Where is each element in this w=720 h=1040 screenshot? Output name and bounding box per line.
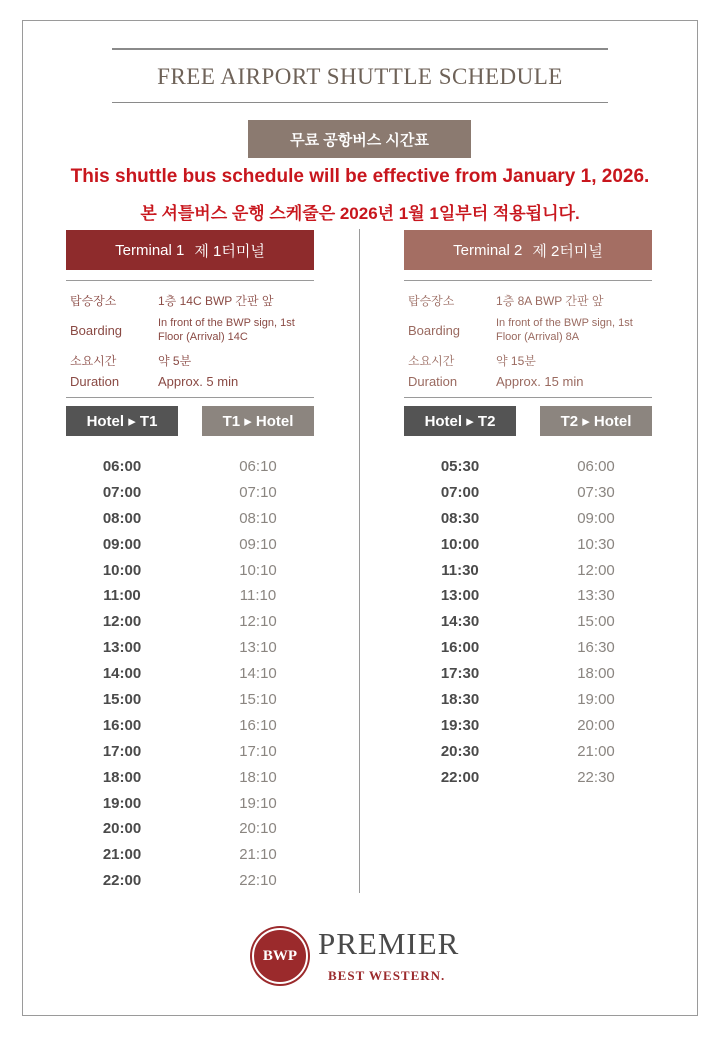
- departure-time: 07:30: [577, 483, 615, 501]
- info-row: [404, 311, 652, 349]
- direction-hotel-to-t1: Hotel ▸ T1: [66, 406, 178, 436]
- duration-value-kr: 약 15분: [496, 353, 536, 368]
- terminal-1-header-en: Terminal 1: [115, 241, 185, 259]
- duration-label-kr: 소요시간: [408, 353, 455, 368]
- boarding-label-kr: 탑승장소: [408, 293, 455, 308]
- departure-time: 05:30: [440, 458, 480, 475]
- times-t1-to-hotel: [202, 458, 314, 898]
- departure-time: 10:00: [102, 561, 142, 579]
- times-hotel-to-t1: [66, 458, 178, 898]
- boarding-value-en: In front of the BWP sign, 1st Floor (Arrival) 8A: [496, 317, 633, 343]
- departure-time: 19:00: [577, 691, 615, 709]
- info-row: [66, 349, 314, 371]
- info-row: [66, 311, 314, 349]
- departure-time: 19:30: [440, 716, 480, 734]
- departure-time: 09:00: [577, 509, 615, 527]
- duration-value-kr: 약 5분: [158, 353, 192, 368]
- terminal-1-times: [66, 458, 314, 898]
- departure-time: 13:10: [239, 639, 277, 657]
- boarding-label-en: Boarding: [70, 322, 123, 338]
- duration-value-en: Approx. 5 min: [158, 373, 239, 389]
- departure-time: 22:30: [577, 768, 615, 786]
- title-rule-bottom: [112, 102, 608, 103]
- terminal-2-header-en: Terminal 2: [453, 241, 523, 259]
- departure-time: 20:00: [102, 820, 142, 838]
- duration-label-kr: 소요시간: [70, 353, 117, 368]
- departure-time: 18:30: [440, 691, 480, 709]
- duration-label-en: Duration: [408, 373, 458, 389]
- departure-time: 11:30: [441, 561, 479, 579]
- departure-time: 09:00: [102, 535, 142, 553]
- departure-time: 16:00: [440, 639, 480, 657]
- departure-time: 10:00: [440, 535, 480, 553]
- terminal-2-header: [404, 230, 652, 270]
- departure-time: 22:10: [239, 872, 277, 890]
- info-row: [66, 289, 314, 311]
- info-row: [404, 289, 652, 311]
- departure-time: 17:30: [440, 665, 480, 683]
- info-row: [404, 349, 652, 371]
- logo-best-western-text: BEST WESTERN.: [328, 968, 446, 983]
- departure-time: 18:00: [102, 768, 142, 786]
- departure-time: 08:00: [102, 509, 142, 527]
- boarding-value-en: In front of the BWP sign, 1st Floor (Arrival) 14C: [158, 317, 295, 343]
- departure-time: 12:00: [577, 561, 615, 579]
- departure-time: 13:00: [440, 587, 480, 605]
- departure-time: 20:30: [440, 742, 480, 760]
- subtitle-korean: 무료 공항버스 시간표: [248, 120, 471, 158]
- times-t2-to-hotel: [540, 458, 652, 795]
- departure-time: 21:00: [102, 846, 142, 864]
- premier-logo: [252, 926, 472, 988]
- boarding-label-kr: 탑승장소: [70, 293, 117, 308]
- departure-time: 10:30: [577, 535, 615, 553]
- departure-time: 09:10: [239, 535, 277, 553]
- column-divider: [359, 229, 360, 893]
- departure-time: 14:00: [102, 665, 142, 683]
- boarding-value-kr: 1층 14C BWP 간판 앞: [158, 293, 274, 308]
- boarding-value-kr: 1층 8A BWP 간판 앞: [496, 293, 604, 308]
- departure-time: 16:00: [102, 716, 142, 734]
- departure-time: 07:00: [102, 483, 142, 501]
- terminal-1-info: [66, 280, 314, 398]
- terminal-1-header-kr: 제 1터미널: [194, 242, 265, 260]
- page-title: FREE AIRPORT SHUTTLE SCHEDULE: [157, 64, 563, 89]
- departure-time: 11:00: [103, 587, 141, 605]
- departure-time: 10:10: [239, 561, 277, 579]
- terminal-2-header-kr: 제 2터미널: [532, 242, 603, 260]
- terminal-2-times: [404, 458, 652, 795]
- direction-row: [404, 406, 652, 436]
- departure-time: 08:30: [440, 509, 480, 527]
- duration-label-en: Duration: [70, 373, 120, 389]
- info-row: [404, 371, 652, 391]
- departure-time: 18:00: [577, 665, 615, 683]
- departure-time: 14:30: [440, 613, 480, 631]
- departure-time: 21:10: [239, 846, 277, 864]
- departure-time: 18:10: [239, 768, 277, 786]
- departure-time: 20:10: [239, 820, 277, 838]
- info-row: [66, 371, 314, 391]
- departure-time: 12:00: [102, 613, 142, 631]
- departure-time: 06:00: [102, 458, 142, 475]
- direction-hotel-to-t2: Hotel ▸ T2: [404, 406, 516, 436]
- terminal-2-column: [404, 230, 652, 795]
- departure-time: 20:00: [577, 716, 615, 734]
- departure-time: 16:30: [577, 639, 615, 657]
- departure-time: 16:10: [239, 716, 277, 734]
- terminal-2-info: [404, 280, 652, 398]
- departure-time: 17:10: [239, 742, 277, 760]
- departure-time: 15:10: [239, 691, 277, 709]
- departure-time: 19:10: [239, 794, 277, 812]
- departure-time: 22:00: [102, 872, 142, 890]
- departure-time: 08:10: [239, 509, 277, 527]
- departure-time: 06:10: [239, 458, 277, 475]
- departure-time: 22:00: [440, 768, 480, 786]
- boarding-label-en: Boarding: [408, 322, 461, 338]
- departure-time: 15:00: [102, 691, 142, 709]
- departure-time: 19:00: [102, 794, 142, 812]
- departure-time: 06:00: [577, 458, 615, 475]
- terminal-1-column: [66, 230, 314, 898]
- departure-time: 17:00: [102, 742, 142, 760]
- logo-premier-text: PREMIER: [318, 926, 460, 961]
- departure-time: 11:10: [239, 587, 277, 605]
- departure-time: 15:00: [577, 613, 615, 631]
- departure-time: 12:10: [239, 613, 277, 631]
- terminal-1-header: [66, 230, 314, 270]
- notice-english: This shuttle bus schedule will be effective from January 1, 2026.: [70, 166, 650, 187]
- direction-row: [66, 406, 314, 436]
- departure-time: 07:10: [239, 483, 277, 501]
- bwp-seal-icon: BWP: [252, 928, 308, 984]
- direction-t2-to-hotel: T2 ▸ Hotel: [540, 406, 652, 436]
- departure-time: 13:30: [577, 587, 615, 605]
- departure-time: 14:10: [239, 665, 277, 683]
- duration-value-en: Approx. 15 min: [496, 373, 584, 389]
- times-hotel-to-t2: [404, 458, 516, 795]
- direction-t1-to-hotel: T1 ▸ Hotel: [202, 406, 314, 436]
- title-block: [112, 48, 608, 103]
- departure-time: 07:00: [440, 483, 480, 501]
- departure-time: 13:00: [102, 639, 142, 657]
- departure-time: 21:00: [577, 742, 615, 760]
- notice-korean: 본 셔틀버스 운행 스케줄은 2026년 1월 1일부터 적용됩니다.: [140, 204, 580, 223]
